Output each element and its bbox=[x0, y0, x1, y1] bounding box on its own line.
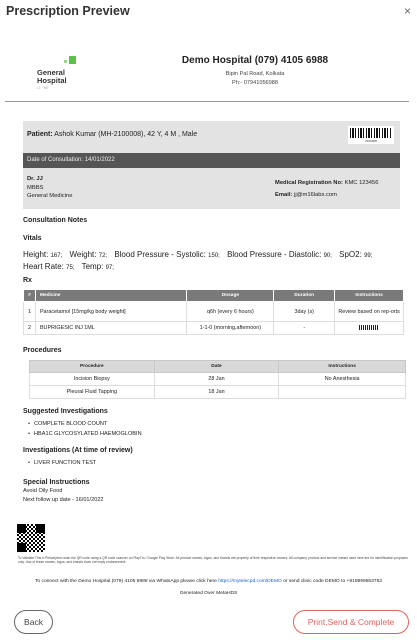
rx-heading: Rx bbox=[23, 277, 32, 284]
review-investigations-heading: Investigations (At time of review) bbox=[23, 447, 133, 454]
special-instructions-heading: Special Instructions bbox=[23, 479, 90, 486]
modal-header bbox=[0, 0, 417, 24]
validation-text: To Validate This e-Prescription scan the QR code using a QR code scanner on PlayTm / Google Play Store. All product names, logos, and brands are property of their respective owners. All company, product and service names used here are for identification purposes only. Use of these names, logos, and brands does not imply endorsement. bbox=[18, 556, 408, 565]
procedures-table-header: Procedure Date Instructions bbox=[30, 361, 406, 373]
generated-by-text: Generated Over MetaHDS bbox=[179, 591, 238, 596]
barcode-icon: 2100008 bbox=[348, 126, 394, 144]
hospital-header bbox=[5, 40, 409, 102]
list-item: • LIVER FUNCTION TEST bbox=[28, 458, 96, 468]
connect-link[interactable]: https://mytelecpd.com/DEMO bbox=[218, 579, 282, 584]
qr-code-icon bbox=[17, 524, 45, 552]
follow-up-date: Next follow up date - 16/01/2022 bbox=[23, 497, 104, 503]
list-item: • HBA1C GLYCOSYLATED HAEMOGLOBIN bbox=[28, 429, 142, 439]
close-icon[interactable]: × bbox=[403, 4, 411, 18]
hospital-name: Demo Hospital (079) 4105 6988 bbox=[181, 55, 329, 66]
back-button[interactable]: Back bbox=[14, 610, 53, 634]
table-row: Pleural Fluid Tapping 18 Jan bbox=[30, 386, 406, 399]
vitals-row-1: Height: 167; Weight: 72; Blood Pressure - Systolic: 150; Blood Pressure - Diastolic: 90; SpO2: 99; bbox=[23, 250, 373, 259]
hospital-logo: General Hospital LT · NE bbox=[35, 54, 83, 94]
print-send-complete-button[interactable]: Print,Send & Complete bbox=[293, 610, 409, 634]
vitals-heading: Vitals bbox=[23, 235, 42, 242]
doctor-registration: Medical Registration No: KMC 123456 Email: jj@m16labs.com bbox=[275, 180, 379, 198]
table-row: 1 Paracetamol [15mg/kg body weight] q6h (every 6 hours) 3day (s) Review based on rep-orts bbox=[24, 302, 404, 322]
modal-title: Prescription Preview bbox=[6, 4, 130, 18]
rx-table bbox=[23, 289, 404, 335]
procedures-heading: Procedures bbox=[23, 347, 62, 354]
consultation-notes-heading: Consultation Notes bbox=[23, 217, 88, 224]
table-row: 2 BUPRIGESIC INJ 1ML 1-1-0 (morning,afternoon) - bbox=[24, 322, 404, 335]
whatsapp-connect-text: To connect with the Demo Hospital (079) 4105 6988 via WhatsApp please click here https://mytelecpd.com/DEMO or send clinic code DEMO to +918999563753 bbox=[34, 579, 383, 584]
hospital-phone: Ph:- 07941056988 bbox=[231, 80, 279, 86]
vitals-row-2: Heart Rate: 75; Temp: 97; bbox=[23, 262, 114, 271]
doctor-info: Dr. JJ MBBS General Medicine bbox=[27, 176, 73, 199]
review-investigations-list bbox=[28, 458, 96, 468]
procedures-table bbox=[29, 360, 406, 399]
prescription-document bbox=[5, 40, 409, 600]
table-row: Incision Biopsy 28 Jan No Anesthesia bbox=[30, 373, 406, 386]
patient-info-box bbox=[23, 121, 400, 209]
suggested-investigations-list bbox=[28, 419, 142, 439]
special-instructions-text: Avoid Oily Food bbox=[23, 488, 63, 494]
list-item: • COMPLETE BLOOD COUNT bbox=[28, 419, 142, 429]
hospital-address: Bipin Pal Road, Kolkata bbox=[225, 71, 285, 77]
consultation-date: Date of Consultation: 14/01/2022 bbox=[23, 153, 400, 168]
instructions-barcode-icon bbox=[359, 325, 379, 330]
patient-details: Patient: Ashok Kumar (MH-2100008), 42 Y, 4 M , Male bbox=[27, 131, 198, 138]
suggested-investigations-heading: Suggested Investigations bbox=[23, 408, 108, 415]
rx-table-header: # Medicine Dosage Duration Instructions bbox=[24, 290, 404, 302]
